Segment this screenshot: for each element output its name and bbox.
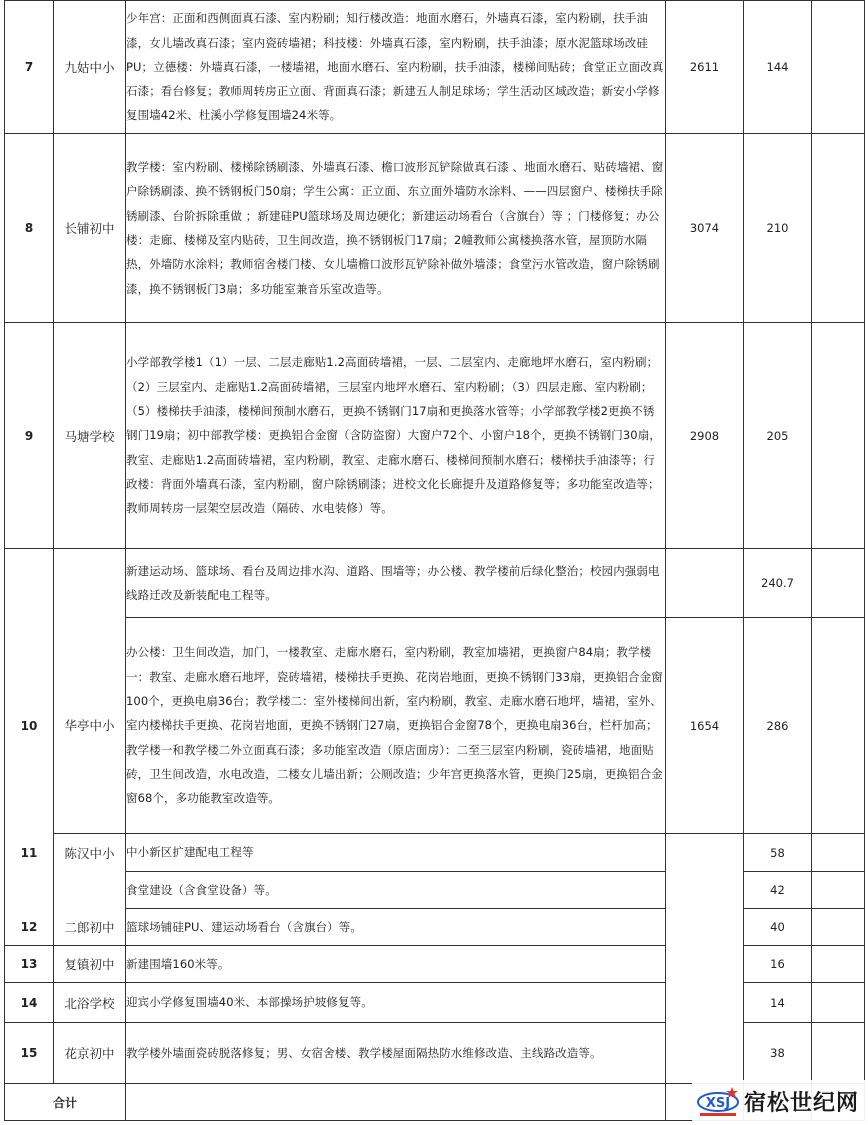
project-content: 少年宫：正面和西侧面真石漆、室内粉刷；知行楼改造：地面水磨石，外墙真石漆，室内粉刷，扶手油漆，女儿墙改真石漆；室内瓷砖墙裙；科技楼：外墙真石漆，室内粉刷，扶手油漆；原水泥篮球场改硅PU；立德楼：外墙真石漆，一楼墙裙，地面水磨石、室内粉刷，扶手油漆，楼梯间贴砖；食堂正立面改真石漆；看台修复；教师周转房正立面、背面真石漆；新建五人制足球场；学生活动区域改造；新安小学修复围墙42米、杜溪小学修复围墙24米等。 [126, 1, 666, 134]
school-name: 长铺初中 [54, 134, 126, 323]
row-number: 8 [5, 134, 54, 323]
student-count: 1654 [666, 618, 744, 834]
funding-amount: 240.7 [744, 549, 812, 618]
project-content: 新建围墙160米等。 [126, 946, 666, 983]
project-content: 篮球场铺硅PU、建运动场看台（含旗台）等。 [126, 909, 666, 946]
remarks-cell [812, 1, 865, 134]
table-row [5, 618, 865, 834]
school-name: 二郎初中 [54, 909, 126, 946]
row-number: 11 [5, 834, 54, 872]
school-name-spacer [54, 872, 126, 909]
student-count [666, 1023, 744, 1084]
school-name: 陈汉中小 [54, 834, 126, 872]
remarks-cell [812, 323, 865, 549]
funding-amount: 40 [744, 909, 812, 946]
project-content: 教学楼：室内粉刷、楼梯除锈刷漆、外墙真石漆、檐口波形瓦铲除做真石漆 、地面水磨石、贴砖墙裙、窗户除锈刷漆、换不锈钢板门50扇；学生公寓：正立面、东立面外墙防水涂料、——四层窗户、楼梯扶手除锈刷漆、台阶拆除重做 ；新建硅PU篮球场及周边硬化；新建运动场看台（含旗台）等 ；门楼修复；办公楼：走廊、楼梯及室内贴砖，卫生间改造，换不锈钢板门17扇；2幢教师公寓楼换落水管，屋顶防水隔热，外墙防水涂料；教师宿舍楼门楼、女儿墙檐口波形瓦铲除补做外墙漆；食堂污水管改造，窗户除锈刷漆，换不锈钢板门3扇；多功能室兼音乐室改造等。 [126, 134, 666, 323]
row-number: 9 [5, 323, 54, 549]
row-number: 15 [5, 1023, 54, 1084]
school-name: 华亭中小 [54, 618, 126, 834]
remarks-cell [812, 134, 865, 323]
site-watermark [692, 1080, 868, 1122]
total-label: 合计 [5, 1084, 126, 1121]
funding-amount: 58 [744, 834, 812, 872]
project-content: 食堂建设（含食堂设备）等。 [126, 872, 666, 909]
project-table [4, 0, 865, 1121]
row-number: 12 [5, 909, 54, 946]
remarks-cell [812, 834, 865, 872]
row-number: 14 [5, 983, 54, 1023]
table-row [5, 549, 865, 618]
funding-amount: 42 [744, 872, 812, 909]
table-row [5, 1, 865, 134]
logo-text: XSJ [705, 1096, 731, 1111]
table-row [5, 1023, 865, 1084]
remarks-cell [812, 618, 865, 834]
student-count [666, 834, 744, 872]
row-number-spacer [5, 549, 54, 618]
remarks-cell [812, 909, 865, 946]
funding-amount: 14 [744, 983, 812, 1023]
school-name: 九姑中小 [54, 1, 126, 134]
remarks-cell [812, 549, 865, 618]
student-count [666, 909, 744, 946]
table-row [5, 872, 865, 909]
school-name: 复镇初中 [54, 946, 126, 983]
project-content: 小学部教学楼1（1）一层、二层走廊贴1.2高面砖墙裙，一层、二层室内、走廊地坪水磨石，室内粉刷；（2）三层室内、走廊贴1.2高面砖墙裙，三层室内地坪水磨石、室内粉刷；（3）四层走廊、室内粉刷；（5）楼梯扶手油漆，楼梯间预制水磨石，更换不锈钢门17扇和更换落水管等；小学部教学楼2更换不锈钢门19扇；初中部教学楼：更换铝合金窗（含防盗窗）大窗户72个、小窗户18个，更换不锈钢门30扇，教室、走廊贴1.2高面砖墙裙，室内粉刷，教室、走廊水磨石、楼梯间预制水磨石；楼梯扶手油漆等；行政楼：背面外墙真石漆，室内粉刷，窗户除锈刷漆；进校文化长廊提升及道路修复等；多功能室改造等；教师周转房一层架空层改造（隔砖、水电装修）等。 [126, 323, 666, 549]
table-row [5, 834, 865, 872]
site-name: 宿松世纪网 [744, 1091, 860, 1116]
project-content: 办公楼：卫生间改造，加门，一楼教室、走廊水磨石，室内粉刷，教室加墙裙，更换窗户84扇；教学楼一：教室、走廊水磨石地坪，瓷砖墙裙，楼梯扶手更换、花岗岩地面，更换不锈钢门33扇，更换铝合金窗100个，更换电扇36台；教学楼二：室外楼梯间出新，室内粉刷，教室、走廊水磨石地坪，墙裙，室外、室内楼梯扶手更换、花岗岩地面，更换不锈钢门27扇，更换铝合金窗78个，更换电扇36台，栏杆加高；教学楼一和教学楼二外立面真石漆；多功能室改造（原店面房）：二至三层室内粉刷，瓷砖墙裙，地面贴砖，卫生间改造，水电改造，二楼女儿墙出新；公厕改造；少年宫更换落水管，更换门25扇，更换铝合金窗68个，多功能教室改造等。 [126, 618, 666, 834]
school-name-spacer [54, 549, 126, 618]
site-logo-icon [696, 1086, 740, 1116]
row-number: 7 [5, 1, 54, 134]
remarks-cell [812, 1023, 865, 1084]
remarks-cell [812, 872, 865, 909]
remarks-cell [812, 983, 865, 1023]
school-name: 北浴学校 [54, 983, 126, 1023]
total-content [126, 1084, 666, 1121]
table-row [5, 323, 865, 549]
student-count: 3074 [666, 134, 744, 323]
school-name: 花京初中 [54, 1023, 126, 1084]
project-content: 迎宾小学修复围墙40米、本部操场护坡修复等。 [126, 983, 666, 1023]
remarks-cell [812, 946, 865, 983]
project-content: 教学楼外墙面瓷砖脱落修复；男、女宿舍楼、教学楼屋面隔热防水维修改造、主线路改造等。 [126, 1023, 666, 1084]
row-number: 10 [5, 618, 54, 834]
funding-amount: 144 [744, 1, 812, 134]
project-content: 新建运动场、篮球场、看台及周边排水沟、道路、围墙等；办公楼、教学楼前后绿化整治；校园内强弱电线路迁改及新装配电工程等。 [126, 549, 666, 618]
school-name: 马塘学校 [54, 323, 126, 549]
project-content: 中小新区扩建配电工程等 [126, 834, 666, 872]
funding-amount: 286 [744, 618, 812, 834]
student-count [666, 549, 744, 618]
student-count [666, 872, 744, 909]
table-row [5, 946, 865, 983]
student-count [666, 946, 744, 983]
funding-amount: 210 [744, 134, 812, 323]
row-number: 13 [5, 946, 54, 983]
table-row [5, 134, 865, 323]
funding-amount: 16 [744, 946, 812, 983]
funding-amount: 38 [744, 1023, 812, 1084]
student-count [666, 983, 744, 1023]
student-count: 2908 [666, 323, 744, 549]
funding-amount: 205 [744, 323, 812, 549]
table-row [5, 983, 865, 1023]
row-number-spacer [5, 872, 54, 909]
student-count: 2611 [666, 1, 744, 134]
table-row [5, 909, 865, 946]
